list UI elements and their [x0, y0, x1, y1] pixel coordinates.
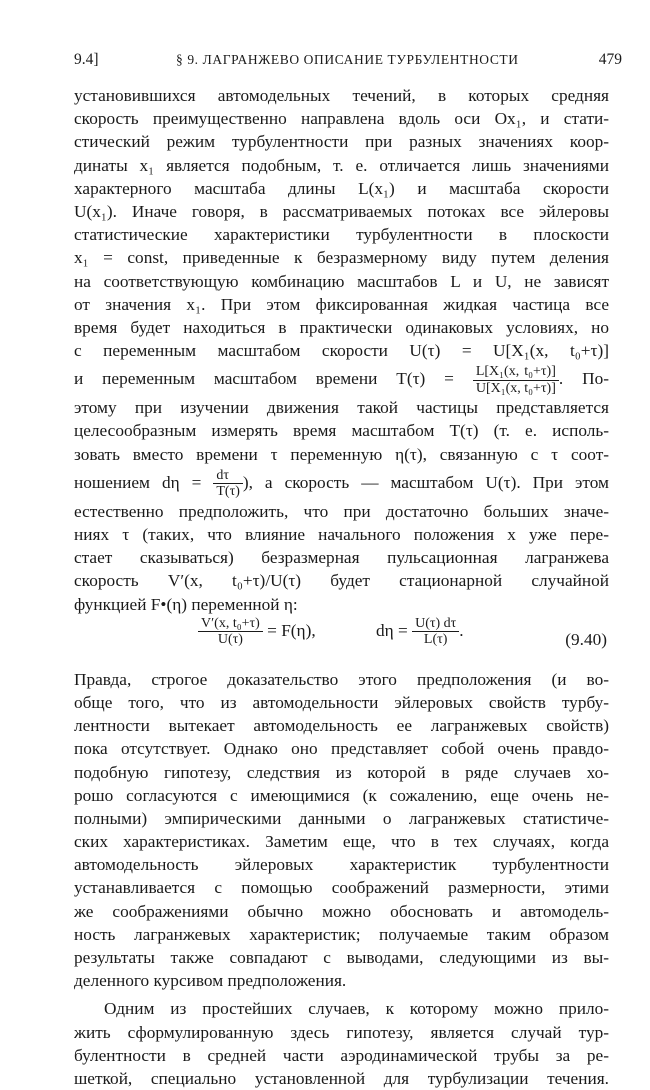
text-line: стает сказываться) безразмерная пульсационная лагранжева [74, 548, 609, 568]
running-title: § 9. ЛАГРАНЖЕВО ОПИСАНИЕ ТУРБУЛЕНТНОСТИ [176, 52, 519, 67]
text-line: статистические характеристики турбулентности в плоскости [74, 225, 609, 245]
text-line: x₁ = const, приведенные к безразмерному виду путем деления [74, 248, 609, 268]
text-line: шеткой, специально установленной для турбулизации течения. [74, 1068, 609, 1088]
time-scale-tail: . По- [558, 369, 609, 389]
paragraph-2 [74, 668, 609, 993]
text-line: с переменным масштабом скорости U(τ) = U[X₁(x, t₀+τ)] [74, 341, 609, 361]
text-line: характерного масштаба длины L(x₁) и масштаба скорости [74, 178, 609, 198]
equation-left [198, 616, 316, 648]
page-header [74, 48, 622, 72]
time-scale-line [74, 362, 609, 396]
equation-9-40 [74, 616, 609, 668]
text-line: пока отсутствует. Однако оно представляет собой очень правдо- [74, 739, 609, 759]
paragraph-1 [74, 84, 609, 616]
paragraph-3 [74, 997, 609, 1090]
text-line: функцией F•(η) переменной η: [74, 594, 298, 614]
text-line: скорость V′(x, t₀+τ)/U(τ) будет стационарной случайной [74, 571, 609, 591]
text-line: на соответствующую комбинацию масштабов L и U, не зависят [74, 271, 609, 291]
text-line: обще того, что из автомодельности эйлеровых свойств турбу- [74, 692, 609, 712]
text-line: ских характеристиках. Заметим еще, что в тех случаях, когда [74, 832, 609, 852]
text-line: деленного курсивом предположения. [74, 971, 347, 991]
text-line: рошо согласуются с имеющимися (к сожалению, еще очень не- [74, 785, 609, 805]
fraction-numerator: V′(x, t₀+τ) [198, 616, 263, 632]
text-line: целесообразным измерять время масштабом T(τ) (т. е. исполь- [74, 421, 609, 441]
text-line: динаты x₁ является подобным, т. е. отличается лишь значениями [74, 155, 609, 175]
text-line: скорость преимущественно направлена вдоль оси Ox₁, и стати- [74, 109, 609, 129]
page-number: 479 [598, 51, 622, 68]
text-line: этому при изучении движения такой частицы представляется [74, 398, 609, 418]
d-eta-symbol: dη = [376, 620, 413, 640]
relation-line [74, 466, 609, 500]
text-line: установившихся автомодельных течений, в которых средняя [74, 86, 609, 105]
equation-left-rhs: = F(η), [267, 620, 316, 640]
text-line: естественно предположить, что при достаточно больших значе- [74, 501, 609, 521]
text-line: автомодельность эйлеровых характеристик турбулентности [74, 855, 609, 875]
text-line: устанавливается с помощью соображений размерности, этими [74, 878, 609, 898]
text-line: от значения x₁. При этом фиксированная жидкая частица все [74, 294, 609, 314]
fraction-denominator: U[X₁(x, t₀+τ)] [475, 380, 556, 396]
velocity-fraction [198, 616, 263, 648]
fraction-numerator: U(τ) dτ [412, 616, 459, 632]
relation-fraction [213, 468, 243, 500]
section-number: 9.4] [74, 51, 99, 68]
body-text [74, 84, 609, 1090]
text-line: булентности в средней части аэродинамической трубы за ре- [74, 1045, 609, 1065]
relation-tail: ), а скорость — масштабом U(τ). При этом [242, 472, 609, 492]
text-line: Одним из простейших случаев, к которому можно прило- [104, 999, 609, 1019]
text-line: ниях τ (таких, что влияние начального положения x уже пере- [74, 525, 609, 544]
text-line: результаты также совпадают с выводами, следующими из вы- [74, 948, 609, 967]
text-line: полными) эмпирическими данными о лагранжевых статистиче- [74, 808, 609, 828]
equation-period: . [459, 620, 464, 640]
text-line: стический режим турбулентности при разных значениях коор- [74, 132, 609, 152]
fraction-numerator: L[X₁(x, t₀+τ)] [473, 364, 559, 380]
relation-text: ношением dη = [74, 472, 214, 492]
text-line: время будет находиться в практически одинаковых условиях, но [74, 317, 609, 337]
text-line: же соображениями обычно можно обосновать и автомодель- [74, 901, 609, 921]
time-scale-fraction [473, 364, 559, 396]
fraction-denominator: L(τ) [423, 632, 448, 648]
equation-right [376, 616, 464, 648]
fraction-denominator: U(τ) [217, 632, 243, 648]
text-line: подобную гипотезу, следствия из которой в ряде случаев хо- [74, 762, 609, 782]
text-line: зовать вместо времени τ переменную η(τ), связанную с τ соот- [74, 444, 609, 464]
text-line: ность лагранжевых характеристик; получаемые таким образом [74, 924, 609, 944]
text-line: Правда, строгое доказательство этого предположения (и во- [74, 669, 609, 689]
time-scale-text: и переменным масштабом времени T(τ) = [74, 369, 473, 389]
fraction-numerator: dτ [213, 468, 243, 484]
text-line: U(x₁). Иначе говоря, в рассматриваемых потоках все эйлеровы [74, 201, 609, 221]
equation-number: (9.40) [565, 629, 607, 649]
text-line: жить сформулированную здесь гипотезу, является случай тур- [74, 1022, 609, 1042]
d-eta-fraction [412, 616, 459, 648]
fraction-denominator: T(τ) [216, 484, 240, 500]
text-line: лентности вытекает автомодельность ее лагранжевых свойств) [74, 716, 609, 736]
